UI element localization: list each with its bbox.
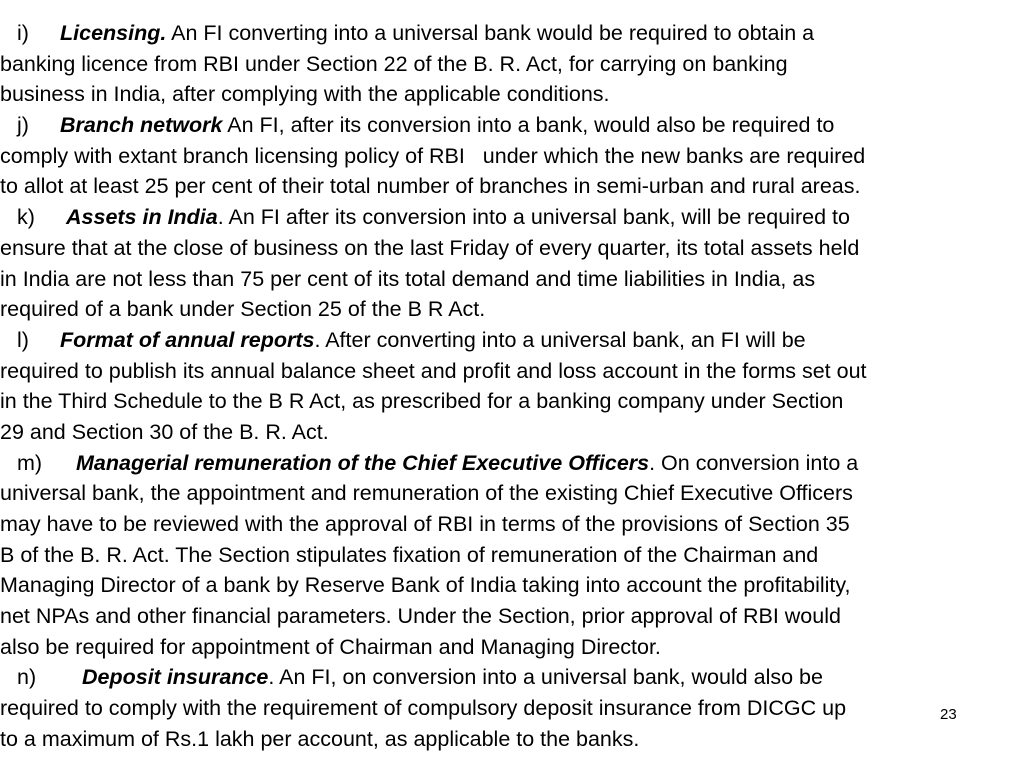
item-first-line: [0, 202, 1024, 233]
item-line: ensure that at the close of business on the last Friday of every quarter, its total assets held: [0, 235, 860, 260]
item-line: comply with extant branch licensing policy of RBI under which the new banks are required: [0, 143, 866, 168]
item-line: business in India, after complying with the applicable conditions.: [0, 82, 610, 107]
item-line: banking licence from RBI under Section 22 of the B. R. Act, for carrying on banking: [0, 51, 788, 76]
item-heading: Managerial remuneration of the Chief Executive Officers: [76, 450, 650, 475]
item-line: also be required for appointment of Chairman and Managing Director.: [0, 634, 661, 659]
item-heading: Licensing.: [60, 21, 167, 45]
slide-body: [0, 18, 1024, 768]
item-marker: m): [17, 450, 43, 475]
item-marker: k): [17, 205, 35, 230]
item-first-line: [0, 448, 1024, 479]
item-text: . After converting into a universal bank, an FI will be: [314, 327, 806, 352]
item-text: . An FI after its conversion into a universal bank, will be required to: [217, 205, 850, 230]
item-format-of-annual-reports: [0, 325, 1024, 448]
item-line: 29 and Section 30 of the B. R. Act.: [0, 419, 329, 444]
item-first-line: [0, 18, 1024, 49]
item-heading: Assets in India: [66, 205, 218, 230]
item-branch-network: [0, 110, 1024, 202]
item-line: in India are not less than 75 per cent of its total demand and time liabilities in India, as: [0, 266, 816, 291]
item-marker: i): [17, 21, 29, 45]
item-marker: j): [17, 113, 29, 138]
item-licensing: [0, 18, 1024, 110]
item-text: . On conversion into a: [649, 450, 859, 475]
item-deposit-insurance: [0, 662, 1024, 754]
item-line: net NPAs and other financial parameters. Under the Section, prior approval of RBI would: [0, 604, 841, 629]
item-heading: Branch network: [60, 113, 223, 138]
item-text: An FI, after its conversion into a bank, would also be required to: [222, 113, 835, 138]
item-heading: Deposit insurance: [82, 665, 269, 690]
item-line: to allot at least 25 per cent of their total number of branches in semi-urban and rural areas.: [0, 174, 861, 199]
item-managerial-remuneration: [0, 448, 1024, 663]
item-line: in the Third Schedule to the B R Act, as prescribed for a banking company under Section: [0, 389, 844, 414]
item-first-line: [0, 662, 1024, 693]
page-number: 23: [940, 706, 957, 723]
item-assets-in-india: [0, 202, 1024, 325]
item-line: required of a bank under Section 25 of the B R Act.: [0, 297, 486, 322]
item-first-line: [0, 110, 1024, 141]
item-text: An FI converting into a universal bank would be required to obtain a: [166, 21, 815, 45]
item-marker: n): [17, 665, 37, 690]
item-line: to a maximum of Rs.1 lakh per account, as applicable to the banks.: [0, 726, 640, 751]
item-heading: Format of annual reports: [60, 327, 315, 352]
item-marker: l): [17, 327, 29, 352]
item-line: may have to be reviewed with the approval of RBI in terms of the provisions of Section 35: [0, 512, 850, 536]
item-line: required to comply with the requirement of compulsory deposit insurance from DICGC up: [0, 696, 847, 721]
item-line: universal bank, the appointment and remuneration of the existing Chief Executive Officers: [0, 481, 853, 506]
item-line: B of the B. R. Act. The Section stipulates fixation of remuneration of the Chairman and: [0, 542, 819, 567]
item-line: Managing Director of a bank by Reserve Bank of India taking into account the profitability,: [0, 573, 851, 598]
item-line: required to publish its annual balance sheet and profit and loss account in the forms set out: [0, 358, 867, 383]
item-first-line: [0, 325, 1024, 356]
item-text: . An FI, on conversion into a universal bank, would also be: [268, 665, 823, 690]
